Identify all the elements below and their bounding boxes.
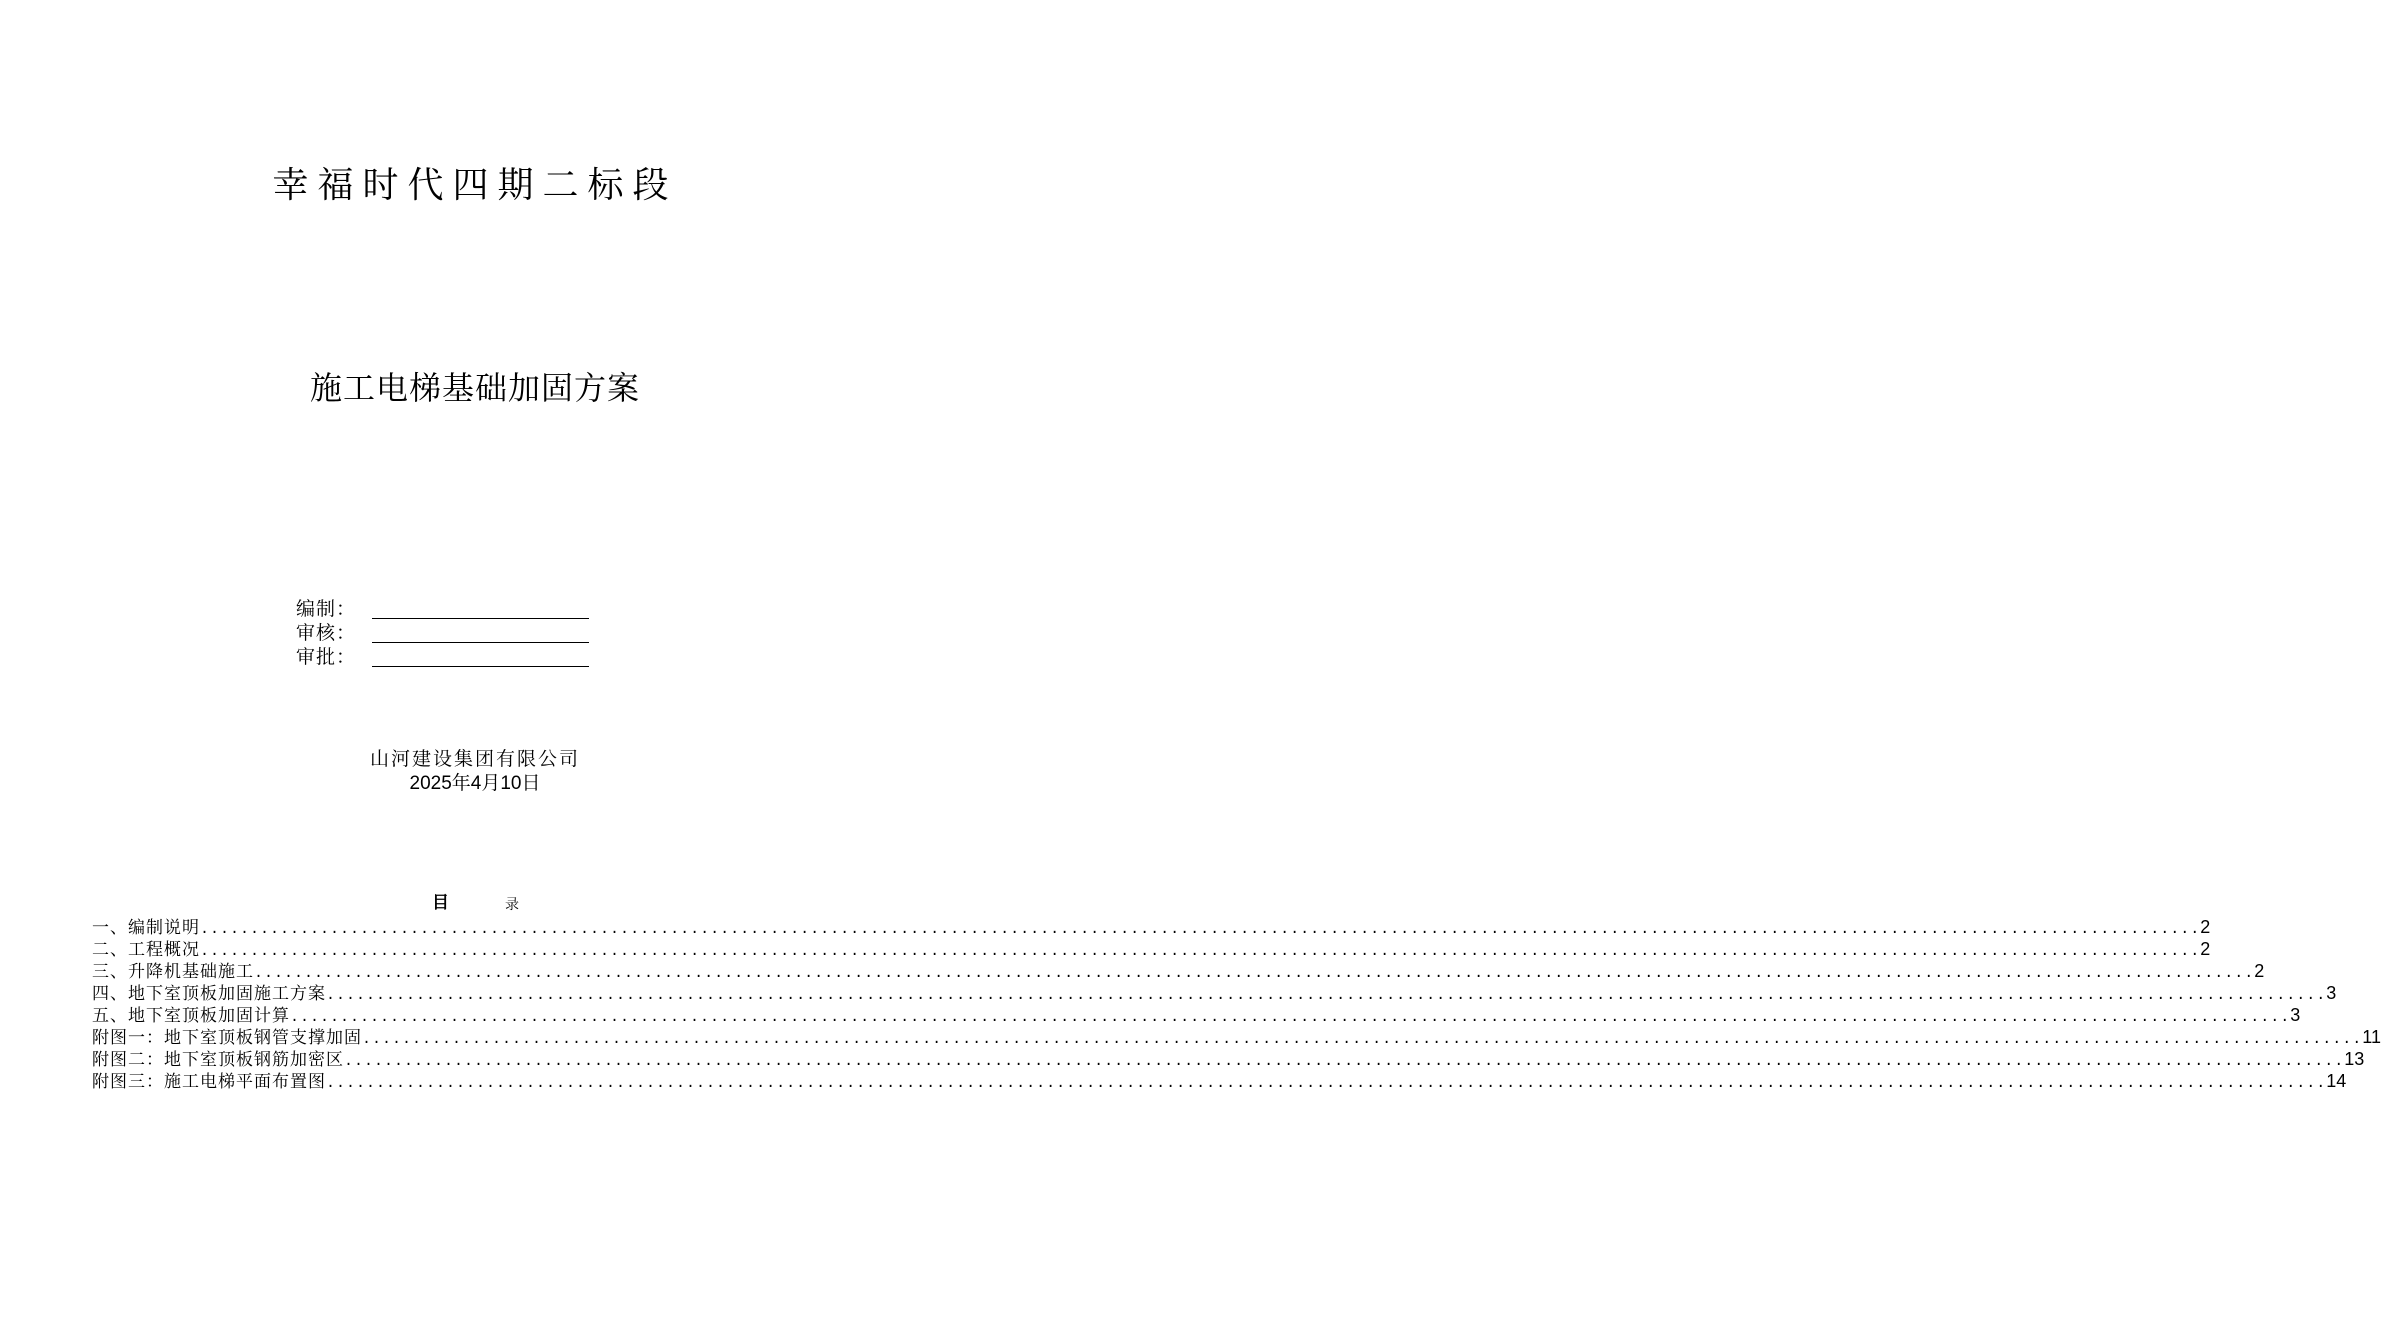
toc-leader-dots: ........................................................................................................................................................................................................	[200, 943, 2201, 960]
signature-line	[372, 622, 589, 643]
toc-entry-page: 2	[2200, 939, 2211, 959]
toc-entry-text: 五、地下室顶板加固计算	[92, 1006, 290, 1026]
signature-label: 编制：	[296, 598, 357, 620]
toc-entry-page: 3	[2326, 983, 2337, 1003]
toc-entry-text: 一、编制说明	[92, 918, 200, 938]
toc-title: 目	[432, 893, 449, 913]
toc-entry-page: 11	[2362, 1027, 2381, 1047]
toc-leader-dots: ........................................................................................................................................................................................................	[344, 1053, 2345, 1070]
signature-line	[372, 598, 589, 619]
toc-entry[interactable]	[92, 1048, 2365, 1070]
toc-leader-dots: ........................................................................................................................................................................................................	[290, 1009, 2291, 1026]
signature-row-compiler	[296, 596, 589, 620]
signature-row-reviewer	[296, 620, 589, 644]
toc-entry-page: 14	[2326, 1071, 2347, 1091]
toc-leader-dots: ........................................................................................................................................................................................................	[200, 921, 2201, 938]
toc-entry-page: 2	[2200, 917, 2211, 937]
project-title: 幸福时代四期二标段	[272, 165, 678, 206]
signature-label: 审批：	[296, 646, 357, 668]
toc-entry-text: 四、地下室顶板加固施工方案	[92, 984, 326, 1004]
toc-entry[interactable]	[92, 1026, 2381, 1048]
toc-entry[interactable]	[92, 1070, 2347, 1092]
table-of-contents	[92, 916, 2381, 1092]
toc-entry-page: 2	[2254, 961, 2265, 981]
toc-leader-dots: ........................................................................................................................................................................................................	[362, 1031, 2363, 1048]
toc-entry[interactable]	[92, 1004, 2301, 1026]
toc-leader-dots: ........................................................................................................................................................................................................	[326, 987, 2327, 1004]
signature-block	[296, 596, 589, 668]
toc-title-suffix: 录	[505, 897, 519, 913]
toc-entry-text: 三、升降机基础施工	[92, 962, 254, 982]
toc-entry-text: 附图三：施工电梯平面布置图	[92, 1072, 326, 1092]
toc-entry-text: 二、工程概况	[92, 940, 200, 960]
signature-line	[372, 646, 589, 667]
document-title: 施工电梯基础加固方案	[309, 369, 640, 407]
toc-entry-text: 附图二：地下室顶板钢筋加密区	[92, 1050, 344, 1070]
toc-entry-page: 3	[2290, 1005, 2301, 1025]
toc-entry[interactable]	[92, 938, 2211, 960]
signature-row-approver	[296, 644, 589, 668]
toc-entry[interactable]	[92, 960, 2265, 982]
toc-entry[interactable]	[92, 982, 2337, 1004]
toc-leader-dots: ........................................................................................................................................................................................................	[254, 965, 2255, 982]
toc-entry[interactable]	[92, 916, 2211, 938]
document-date: 2025年4月10日	[409, 773, 541, 794]
company-name: 山河建设集团有限公司	[369, 748, 580, 770]
toc-entry-text: 附图一：地下室顶板钢管支撑加固	[92, 1028, 362, 1048]
signature-label: 审核：	[296, 622, 357, 644]
toc-leader-dots: ........................................................................................................................................................................................................	[326, 1075, 2327, 1092]
toc-entry-page: 13	[2344, 1049, 2365, 1069]
